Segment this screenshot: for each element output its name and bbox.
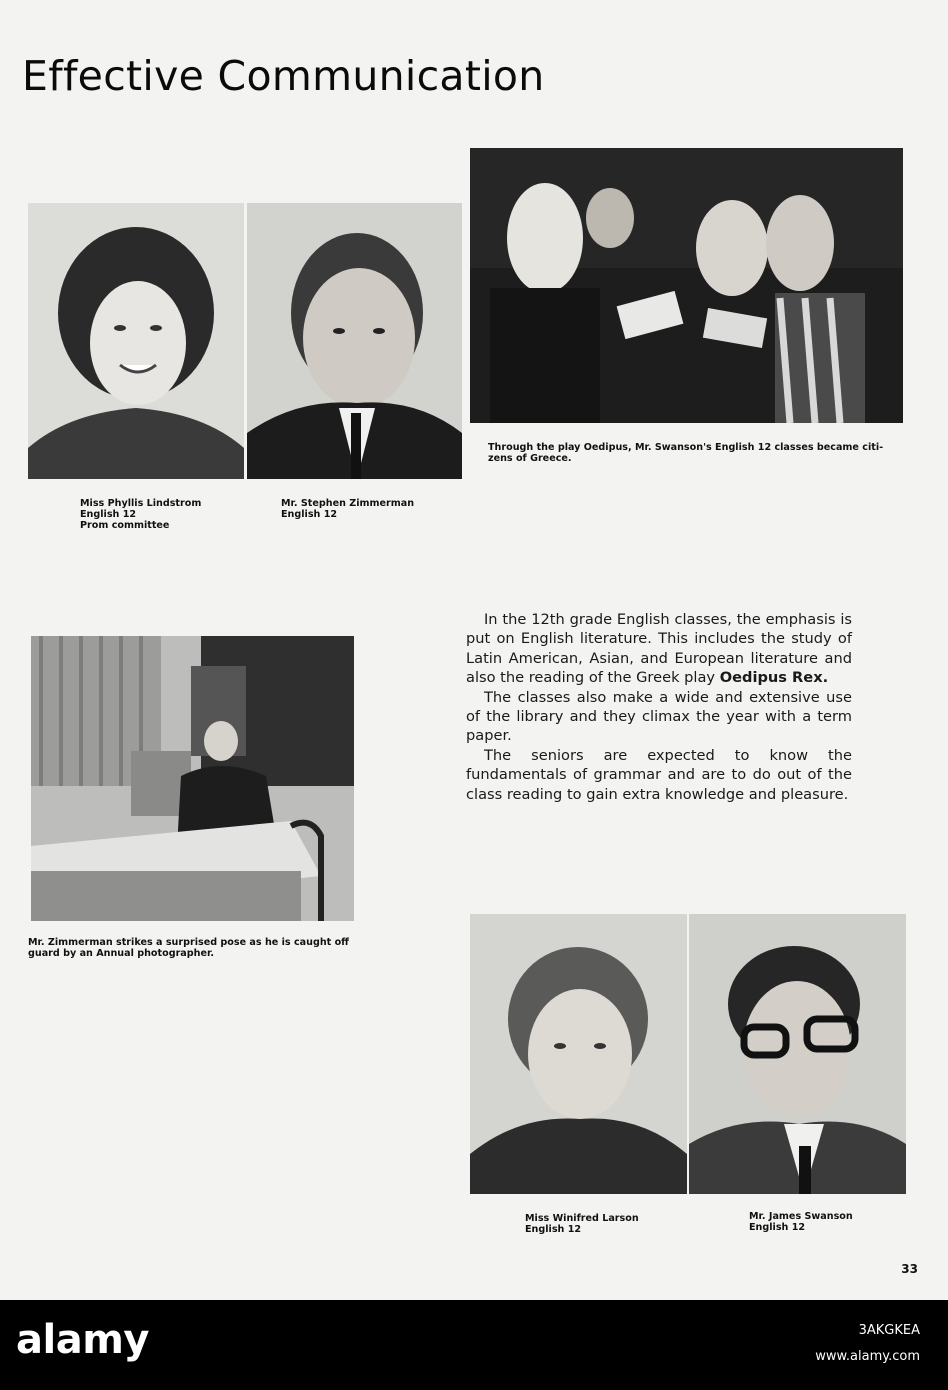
portrait-role: English 12	[749, 1222, 806, 1233]
image-id: 3AKGKEA	[858, 1323, 920, 1338]
caption-line: Through the play Oedipus, Mr. Swanson's English 12 classes became citi-	[488, 442, 884, 453]
alamy-logo: alamy	[16, 1317, 149, 1363]
page-number: 33	[901, 1262, 918, 1276]
watermark-url: www.alamy.com	[815, 1349, 920, 1364]
portrait-role: English 12	[281, 509, 338, 520]
portrait-winifred-larson	[470, 914, 687, 1194]
portrait-stephen-zimmerman	[247, 203, 462, 479]
caption-line: zens of Greece.	[488, 453, 572, 464]
portrait-role: Prom committee	[80, 520, 170, 531]
play-photo	[470, 148, 903, 423]
portrait-role: English 12	[525, 1224, 582, 1235]
article-p1-play-title: Oedipus Rex.	[719, 669, 829, 687]
article-paragraph-2: The classes also make a wide and extensive use of the library and they climax the year with a term paper.	[466, 688, 852, 745]
portrait-name: Mr. Stephen Zimmerman	[281, 498, 415, 509]
caption-phyllis-lindstrom	[80, 498, 201, 531]
caption-play-photo	[488, 442, 883, 464]
article-p1-text: In the 12th grade English classes, the emphasis is put on English literature. This includes the study of Latin American, Asian, and European literature and also the reading of the Greek play	[466, 611, 852, 687]
portrait-role: English 12	[80, 509, 137, 520]
page-title: Effective Communication	[22, 52, 545, 100]
portrait-james-swanson	[689, 914, 906, 1194]
caption-classroom-photo	[28, 937, 349, 959]
caption-stephen-zimmerman	[281, 498, 414, 520]
caption-james-swanson	[749, 1211, 853, 1233]
caption-line: guard by an Annual photographer.	[28, 948, 214, 959]
article-paragraph-1	[466, 610, 852, 688]
portrait-name: Miss Phyllis Lindstrom	[80, 498, 202, 509]
portrait-name: Miss Winifred Larson	[525, 1213, 639, 1224]
classroom-photo	[31, 636, 354, 921]
portrait-name: Mr. James Swanson	[749, 1211, 853, 1222]
article-paragraph-3: The seniors are expected to know the fundamentals of grammar and are to do out of the class reading to gain extra knowledge and pleasure.	[466, 746, 852, 803]
portrait-phyllis-lindstrom	[28, 203, 244, 479]
caption-winifred-larson	[525, 1213, 639, 1235]
caption-line: Mr. Zimmerman strikes a surprised pose as he is caught off	[28, 937, 349, 948]
article-body	[466, 610, 852, 804]
